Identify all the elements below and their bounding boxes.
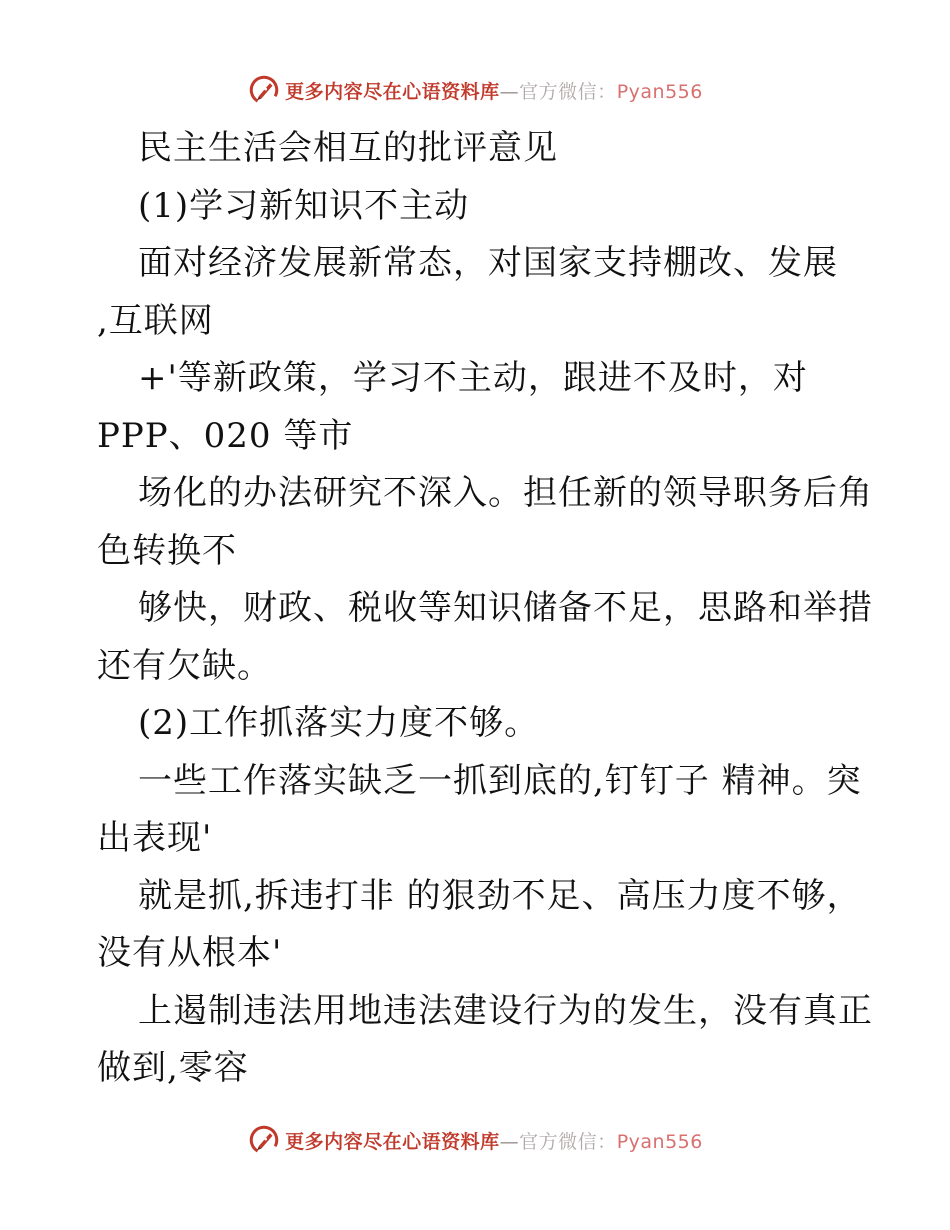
document-title: 民主生活会相互的批评意见 xyxy=(138,128,558,168)
text-line: 就是抓,拆违打非 的狠劲不足、高压力度不够， xyxy=(138,875,862,916)
watermark-main-text: 更多内容尽在心语资料库 xyxy=(285,1130,500,1153)
text-line: 出表现' xyxy=(97,818,213,858)
footer-watermark xyxy=(0,1120,950,1160)
text-line: 做到,零容 xyxy=(97,1048,249,1088)
section-heading-1: (1)学习新知识不主动 xyxy=(138,185,470,226)
text-line: ,互联网 xyxy=(97,300,214,341)
header-watermark xyxy=(0,70,950,110)
watermark-sub-text: 官方微信： xyxy=(519,80,617,103)
watermark-dash: — xyxy=(499,1130,520,1153)
watermark-wechat-id: Pyan556 xyxy=(616,1130,703,1153)
watermark-main-text: 更多内容尽在心语资料库 xyxy=(285,80,500,103)
text-line: PPP、020 等市 xyxy=(97,415,354,456)
watermark-sub-text: 官方微信： xyxy=(519,1130,617,1153)
section-heading-2: (2)工作抓落实力度不够。 xyxy=(138,703,540,743)
watermark-wechat-id: Pyan556 xyxy=(616,80,703,103)
text-line: 还有欠缺。 xyxy=(97,645,272,686)
text-line: 没有从根本' xyxy=(97,933,283,973)
document-body xyxy=(97,120,887,1098)
text-line: 色转换不 xyxy=(97,530,237,571)
pen-nib-logo-icon xyxy=(247,73,281,107)
text-line: 上遏制违法用地违法建设行为的发生，没有真正 xyxy=(138,990,873,1031)
text-line: 面对经济发展新常态，对国家支持棚改、发展 xyxy=(138,243,838,283)
text-line: 场化的办法研究不深入。担任新的领导职务后角 xyxy=(138,473,873,513)
text-line: +'等新政策，学习不主动，跟进不及时，对 xyxy=(138,358,808,398)
text-line: 够快，财政、税收等知识储备不足，思路和举措 xyxy=(138,588,873,628)
text-line: 一些工作落实缺乏一抓到底的,钉钉子 精神。突 xyxy=(138,760,862,801)
pen-nib-logo-icon xyxy=(247,1123,281,1157)
watermark-dash: — xyxy=(499,80,520,103)
